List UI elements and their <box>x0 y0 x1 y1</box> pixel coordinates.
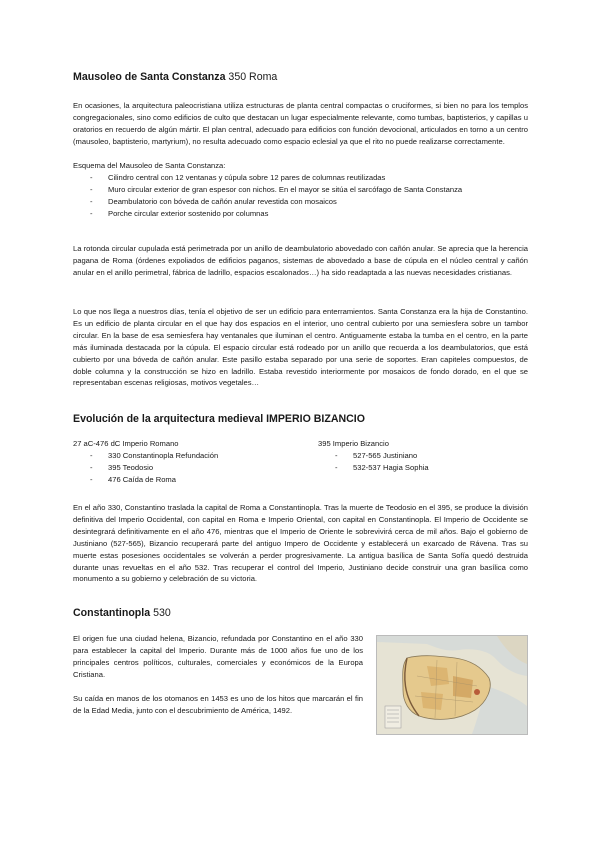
list-item: - Deambulatorio con bóveda de cañón anular revestida con mosaicos <box>73 196 528 208</box>
section-year: 350 Roma <box>228 71 278 83</box>
list-item: - 395 Teodosio <box>73 462 313 474</box>
section-year: 530 <box>153 607 171 619</box>
timeline-byzantine <box>318 438 528 474</box>
list-item: - Porche circular exterior sostenido por columnas <box>73 208 528 220</box>
paragraph-caida: Su caída en manos de los otomanos en 1453 es uno de los hitos que marcarán el fin de la Edad Media, junto con el descubrimiento de América, 1492. <box>73 694 363 715</box>
timeline-list <box>73 450 313 486</box>
timeline-heading: 395 Imperio Bizancio <box>318 439 389 448</box>
list-item: - Cilindro central con 12 ventanas y cúpula sobre 12 pares de columnas reutilizadas <box>73 172 528 184</box>
timeline-list <box>318 450 528 474</box>
constantinople-map-image <box>376 635 528 735</box>
timeline-heading: 27 aC-476 dC Imperio Romano <box>73 439 179 448</box>
list-item: - 330 Constantinopla Refundación <box>73 450 313 462</box>
section-title-santa-constanza: Mausoleo de Santa Constanza 350 Roma <box>73 71 278 83</box>
list-item: - 532-537 Hagia Sophia <box>318 462 528 474</box>
paragraph-enterramientos: Lo que nos llega a nuestros días, tenía el objetivo de ser un edificio para enterramientos. Santa Constanza era la hija de Constantino. Es un edificio de planta circular en el que hay dos espacios en el interior, uno central cubierto por una semiesfera sobre un tambor circular. En la base de esa semiesfera hay ventanales que iluminan el centro. Antiguamente estaba la tumba en el centro, en la parte más iluminada destacada por la cúpula. El espacio circular está rodeado por un anillo que recuerda a los deambulatorios, que está cubierto por una bóveda de cañón anular. Este pasillo estaba separado por una serie de soportes. Eran capiteles compuestos, de doble columna y la construcción se hizo en ladrillo. Estaba revestido interiormente por mosaicos de fondo dorado, en el que se representaban escenas religiosas, motivos vegetales… <box>73 307 528 388</box>
paragraph-constantino: En el año 330, Constantino traslada la capital de Roma a Constantinopla. Tras la muerte de Teodosio en el 395, se produce la división definitiva del Imperio Occidental, con capital en Roma e Imperio Oriental, con capital en Constantinopla. El Imperio de Occidente se desintegrará definitivamente en el año 476, mientras que el Imperio de Oriente le sobrevivirá cerca de mil años. Bajo el gobierno de Justiniano (527-565), Bizancio recuperará parte del antiguo Impero de Occidente y establecerá un exarcado de Rávena. Tras su muerte estas posesiones occidentales se volverán a perder progresivamente. La antigua basílica de Santa Sofía quedó destruida durante unas revueltas en el año 532. Tras recuperar el control del Imperio, Justiniano decide construir una gran basílica como monumento a su gobierno y celebración de su victoria. <box>73 503 528 584</box>
paragraph-rotonda: La rotonda circular cupulada está perimetrada por un anillo de deambulatorio abovedado con cañón anular. Se aprecia que la herencia pagana de Roma (órdenes expoliados de edificios paganos, sistemas de abovedado a base de cúpula en el núcleo central y cañón anular en el anillo perimetral, fábrica de ladrillo, espacios escalonados…) ha sido readaptada a las nuevas necesidades cristianas. <box>73 244 528 277</box>
list-item: - 527-565 Justiniano <box>318 450 528 462</box>
list-item: - Muro circular exterior de gran espesor con nichos. En el mayor se sitúa el sarcófago de Santa Constanza <box>73 184 528 196</box>
paragraph-intro: En ocasiones, la arquitectura paleocristiana utiliza estructuras de planta central compactas o cruciformes, si bien no para los templos congregacionales, sino como edificios de culto que destacan un lugar especialmente relevante, como tumbas, baptisterios, y capillas u oratorios en recuerdo de algún mártir. El plan central, adecuado para edificios con función devocional, articulados en torno a un centro (mausoleo, baptisterio, martyrium), no resulta adecuado como espacio eclesial ya que el rito no puede realizarse correctamente. <box>73 101 528 146</box>
timeline-roman <box>73 438 313 486</box>
paragraph-origen: El origen fue una ciudad helena, Bizancio, refundada por Constantino en el año 330 para establecer la capital del Imperio. Durante más de 1000 años fue uno de los principales centros políticos, culturales, comerciales y económicos de la Europa Cristiana. <box>73 634 363 679</box>
paragraph-esquema-label: Esquema del Mausoleo de Santa Constanza: <box>73 161 226 170</box>
list-item: - 476 Caída de Roma <box>73 474 313 486</box>
section-title-constantinopla: Constantinopla 530 <box>73 607 171 619</box>
esquema-list <box>73 172 528 220</box>
map-illustration <box>377 636 527 734</box>
section-title-bizancio: Evolución de la arquitectura medieval IMPERIO BIZANCIO <box>73 413 365 425</box>
